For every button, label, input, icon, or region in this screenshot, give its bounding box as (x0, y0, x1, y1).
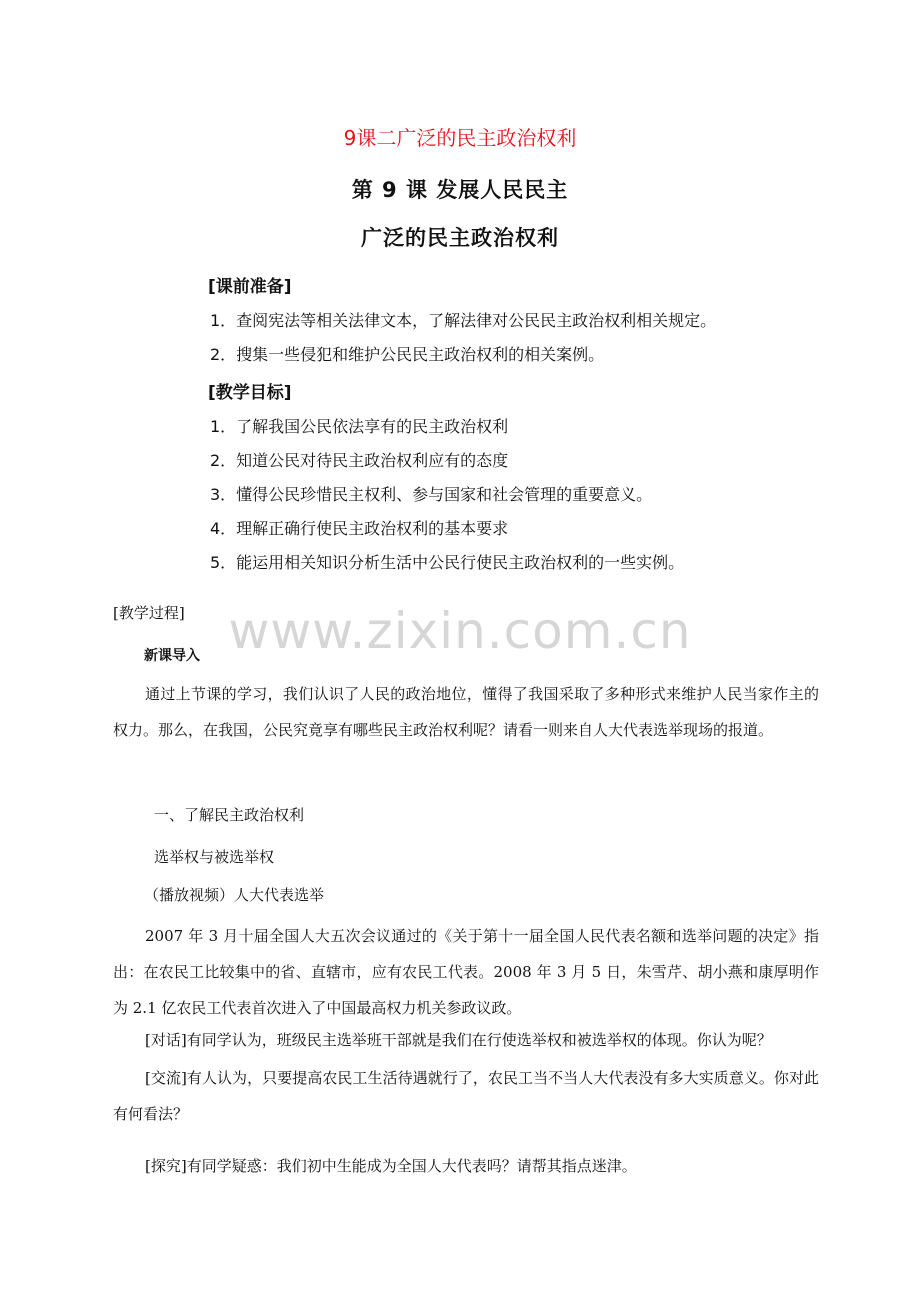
goal-item: 1．了解我国公民依法享有的民主政治权利 (210, 417, 509, 436)
video-note: （播放视频）人大代表选举 (144, 886, 325, 904)
process-heading: [教学过程] (113, 604, 185, 622)
explore-paragraph: [探究]有同学疑惑：我们初中生能成为全国人大代表吗？请帮其指点迷津。 (145, 1157, 637, 1175)
lesson-subtitle: 广泛的民主政治权利 (361, 226, 559, 250)
prep-item: 1．查阅宪法等相关法律文本，了解法律对公民民主政治权利相关规定。 (210, 311, 717, 330)
goal-item: 3．懂得公民珍惜民主权利、参与国家和社会管理的重要意义。 (210, 485, 653, 504)
exchange-paragraph: [交流]有人认为，只要提高农民工生活待遇就行了，农民工当不当人大代表没有多大实质意义。你对此有何看法？ (113, 1069, 819, 1123)
news-paragraph: 2007 年 3 月十届全国人大五次会议通过的《关于第十一届全国人民代表名额和选举问题的决定》指出：在农民工比较集中的省、直辖市，应有农民工代表。2008 年 3 月 5 日，朱雪芹、胡小燕和康厚明作为 2.1 亿农民工代表首次进入了中国最高权力机关参政议政。 (113, 927, 819, 1017)
intro-paragraph: 通过上节课的学习，我们认识了人民的政治地位，懂得了我国采取了多种形式来维护人民当家作主的权力。那么，在我国，公民究竟享有哪些民主政治权利呢？请看一则来自人大代表选举现场的报道。 (113, 685, 819, 739)
lesson-title: 第 9 课 发展人民民主 (351, 178, 569, 202)
prep-item: 2．搜集一些侵犯和维护公民民主政治权利的相关案例。 (210, 345, 605, 364)
goal-item: 5．能运用相关知识分析生活中公民行使民主政治权利的一些实例。 (210, 553, 685, 572)
intro-heading: 新课导入 (144, 648, 200, 664)
goal-item: 4．理解正确行使民主政治权利的基本要求 (210, 519, 509, 538)
goals-heading: [教学目标] (208, 383, 292, 403)
section-one-heading: 一、了解民主政治权利 (154, 806, 305, 824)
watermark: www.zixin.com.cn (228, 602, 692, 660)
dialogue-paragraph: [对话]有同学认为，班级民主选举班干部就是我们在行使选举权和被选举权的体现。你认为呢？ (145, 1031, 772, 1049)
goals-section (208, 376, 848, 580)
prep-section (208, 270, 848, 372)
prep-heading: [课前准备] (208, 277, 292, 297)
document-red-title: 9课二广泛的民主政治权利 (343, 126, 577, 150)
section-one-subheading: 选举权与被选举权 (154, 848, 275, 866)
goal-item: 2．知道公民对待民主政治权利应有的态度 (210, 451, 509, 470)
